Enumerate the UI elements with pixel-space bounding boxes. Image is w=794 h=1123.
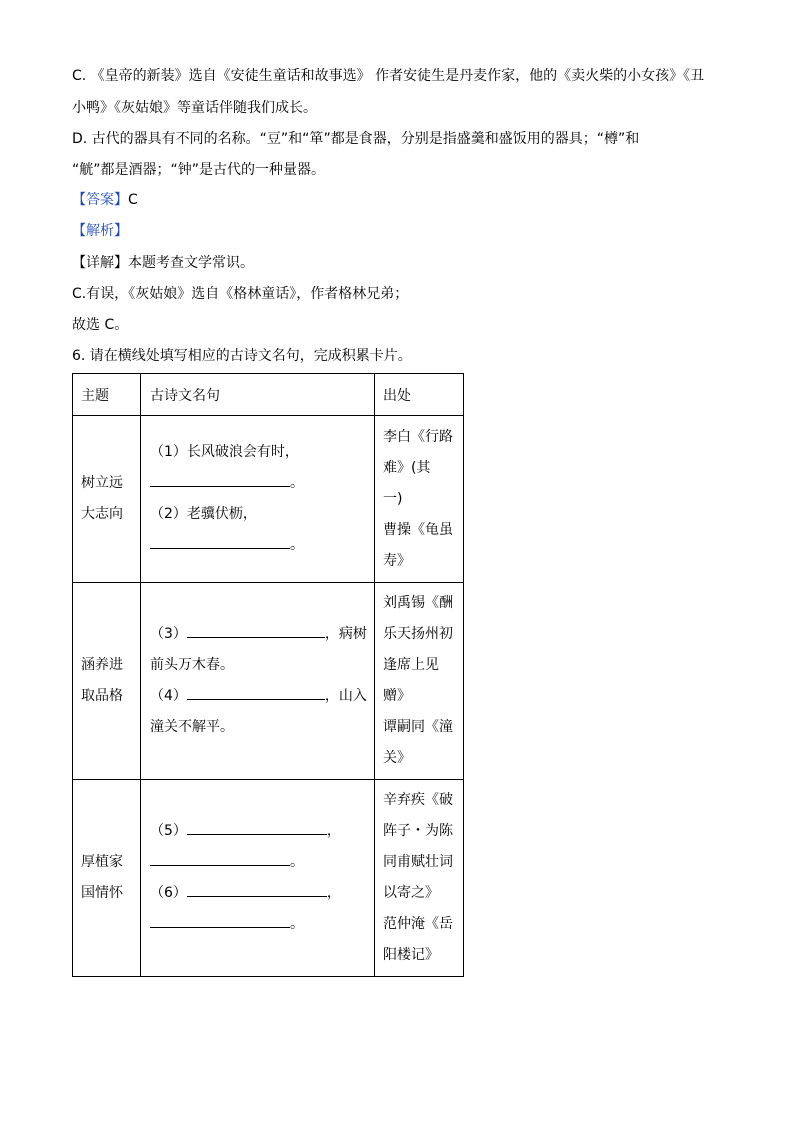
verse-line: （6） ，: [150, 878, 374, 909]
answer-line: [72, 190, 138, 210]
accumulation-card-table: [72, 373, 464, 977]
verse-line: 前头万木春。: [150, 657, 234, 673]
verse-line: （5） ，: [150, 816, 374, 847]
source-text: 曹操《龟虽: [383, 521, 453, 538]
source-cell: [375, 780, 464, 977]
source-text: 难》(其: [383, 459, 431, 476]
verse-line: 。: [150, 909, 374, 940]
fill-blank[interactable]: [150, 472, 290, 487]
conclusion-line: 故选 C。: [72, 317, 129, 333]
verse-line: 。: [150, 530, 374, 561]
question-6-title: 6. 请在横线处填写相应的古诗文名句，完成积累卡片。: [72, 348, 412, 364]
theme-text: 取品格: [81, 688, 123, 704]
source-text: 逢席上见: [383, 657, 439, 673]
detail-line: 【详解】本题考查文学常识。: [72, 255, 254, 271]
source-text: 一): [383, 490, 403, 507]
source-text: 赠》: [383, 688, 411, 704]
source-text: 辛弃疾《破: [383, 792, 453, 808]
fill-blank[interactable]: [150, 534, 290, 549]
fill-blank[interactable]: [150, 913, 290, 928]
option-d-line-2: “觥”都是酒器；“钟”是古代的一种量器。: [72, 162, 326, 178]
source-text: 阵子・为陈: [383, 823, 453, 839]
verse-cell: [141, 583, 375, 780]
verse-line: 潼关不解平。: [150, 719, 234, 735]
option-d-line-1: D. 古代的器具有不同的名称。“豆”和“箪”都是食器，分别是指盛羹和盛饭用的器具；“樽”和: [72, 131, 640, 147]
table-row: [73, 583, 464, 780]
theme-text: 大志向: [81, 506, 123, 522]
source-text: 范仲淹《岳: [383, 916, 453, 932]
theme-cell: [73, 780, 141, 977]
analysis-tag: 【解析】: [72, 223, 128, 239]
verse-line: （2）老骥伏枥，: [150, 506, 257, 522]
verse-cell: [141, 416, 375, 583]
source-text: 乐天扬州初: [383, 626, 453, 642]
source-text: 寿》: [383, 552, 411, 569]
source-text: 关》: [383, 750, 411, 766]
theme-text: 涵养进: [81, 657, 123, 673]
option-c-line-2: 小鸭》《灰姑娘》等童话伴随我们成长。: [72, 100, 317, 116]
fill-blank[interactable]: [187, 623, 325, 638]
source-text: 谭嗣同《潼: [383, 719, 453, 735]
answer-tag: 【答案】: [72, 192, 128, 208]
source-text: 同甫赋壮词: [383, 854, 453, 870]
source-cell: [375, 583, 464, 780]
header-source: 出处: [375, 374, 464, 416]
source-cell: [375, 416, 464, 583]
verse-line: 。: [150, 847, 374, 878]
verse-line: （4） ，山入: [150, 681, 374, 712]
theme-text: 树立远: [81, 475, 123, 491]
verse-cell: [141, 780, 375, 977]
theme-cell: [73, 416, 141, 583]
theme-text: 国情怀: [81, 885, 123, 901]
table-row: [73, 780, 464, 977]
fill-blank[interactable]: [187, 685, 325, 700]
fill-blank[interactable]: [150, 851, 290, 866]
table-row: [73, 416, 464, 583]
source-text: 李白《行路: [383, 428, 453, 445]
theme-text: 厚植家: [81, 854, 123, 870]
source-text: 以寄之》: [383, 885, 439, 901]
verse-line: （1）长风破浪会有时，: [150, 444, 299, 460]
fill-blank[interactable]: [187, 820, 327, 835]
header-theme: 主题: [73, 374, 141, 416]
theme-cell: [73, 583, 141, 780]
table-header-row: [73, 374, 464, 416]
error-note: C.有误，《灰姑娘》选自《格林童话》，作者格林兄弟；: [72, 286, 409, 302]
source-text: 刘禹锡《酬: [383, 595, 453, 611]
fill-blank[interactable]: [187, 882, 327, 897]
answer-value: C: [128, 192, 138, 208]
source-text: 阳楼记》: [383, 947, 439, 963]
option-c-line-1: C. 《皇帝的新装》选自《安徒生童话和故事选》 作者安徒生是丹麦作家，他的《卖火柴的小女孩》《丑: [72, 68, 705, 84]
verse-line: 。: [150, 468, 374, 499]
verse-line: （3） ，病树: [150, 619, 374, 650]
header-verse: 古诗文名句: [141, 374, 375, 416]
